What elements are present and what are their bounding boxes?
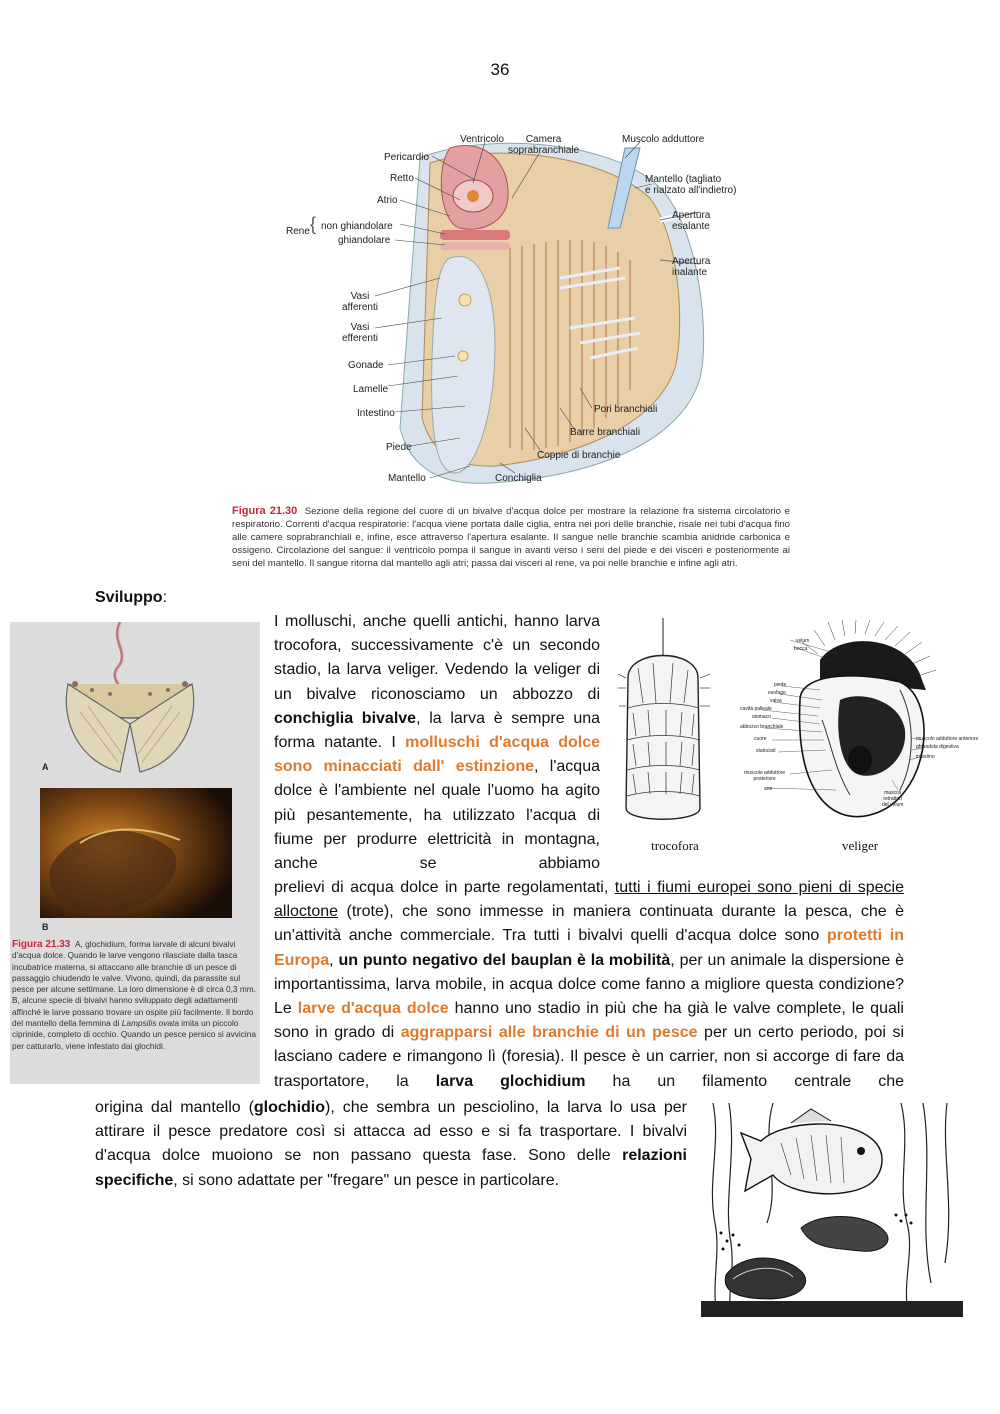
figure-number: Figura 21.30 — [232, 505, 298, 517]
veliger-label-valva: valva — [770, 698, 782, 704]
label-pori-branchiali: Pori branchiali — [594, 404, 658, 415]
caption-text-1: A, glochidium, forma larvale di alcuni bivalvi d'acqua dolce. Quando le larve vengono rilasciate dalla tasca incubatrice materna, si attaccano alle branchie di un pesce di passaggio chiudendo le valve. Vivono, quindi, da parassite sul pesce per alcune settimane. La loro dimensione è di circa 0,3 mm. B, alcune specie di bivalvi hanno sviluppato degli adattamenti affinché le larve possano trovare un ospite più facilmente. Il bordo del mantello della femmina di — [12, 939, 256, 1029]
fish-glochidia-illustration — [701, 1103, 963, 1317]
trocofora-illustration — [618, 618, 713, 824]
figure-21-33-caption — [12, 939, 258, 1052]
bold-term: conchiglia bivalve — [274, 709, 417, 727]
label-rene: Rene — [286, 226, 310, 237]
veliger-label-ano: ano — [764, 786, 773, 792]
caption-text-2: imita un piccolo ciprinide, completo di occhio. Quando un pesce persico si avvicina per catturarlo, viene infestato dai glochidi. — [12, 1018, 256, 1051]
text-run: I molluschi, anche quelli antichi, hanno larva trocofora, successivamente c'è un secondo stadio, la larva veliger. Vedendo la veliger di un bivalve riconosciamo un abbozzo di — [274, 613, 600, 703]
text-run: (trote), che sono immesse in maniera continuata durante la pesca, che è un'attività anche commerciale. Tra tutti i bivalvi quelli d'acqua dolce sono — [274, 903, 904, 945]
lampsilis-photo — [40, 788, 232, 918]
paragraph-3 — [95, 1096, 687, 1193]
label-b: B — [42, 922, 49, 932]
heading-colon: : — [162, 589, 168, 606]
text-run: per un certo periodo, poi si lasciano cadere e rimangono lì (foresia). Il pesce è un carrier, non si accorge di fare da trasportatore, la — [274, 1024, 904, 1090]
bold-term: un punto negativo del bauplan è la mobilità — [338, 951, 671, 969]
page-number: 36 — [490, 60, 510, 79]
label-apertura-esalante: Apertura esalante — [672, 210, 711, 232]
veliger-label-cuore: cuore — [754, 736, 767, 742]
label-retto: Retto — [390, 173, 414, 184]
text-run: , si sono adattate per "fregare" un pesce in particolare. — [173, 1171, 560, 1189]
text-run: ha un filamento centrale che — [585, 1072, 905, 1090]
label-barre-branchiali: Barre branchiali — [570, 427, 641, 438]
label-ghiandolare: ghiandolare — [338, 235, 391, 246]
bold-term: larva glochidium — [435, 1072, 586, 1090]
text-run: ), che sembra un pesciolino, la larva lo usa per attirare il pesce predatore così si attacca ad esso e si fa trasportare. I bivalvi d'acqua dolce muoiono se non passano questa fase. Sono delle — [95, 1099, 687, 1165]
figure-21-30-caption — [232, 505, 790, 570]
text-run: , la larva è sempre una forma natante. I — [274, 709, 601, 752]
label-ventricolo: Ventricolo — [460, 134, 504, 145]
highlight-text: protetti in Europa — [274, 927, 904, 969]
veliger-label-muscoli-retrattori: muscoli retrattori del velum — [882, 790, 904, 808]
figure-21-33 — [10, 622, 260, 1084]
text-run: prelievi di acqua dolce in parte regolamentati, — [274, 879, 615, 896]
caption-trocofora: trocofora — [651, 838, 699, 853]
veliger-label-bocca: bocca — [794, 646, 808, 652]
label-coppie-di-branchie: Coppie di branchie — [537, 450, 621, 461]
label-muscolo-adduttore: Muscolo adduttore — [622, 134, 705, 145]
caption-veliger: veliger — [841, 838, 879, 853]
veliger-label-esofago: esofago — [768, 690, 786, 696]
text-run: , per un animale la dispersione è importantissima, larva mobile, in acqua dolce come fanno a migliore questa condizione? Le — [274, 951, 905, 1018]
veliger-label-intestino: intestino — [916, 754, 935, 760]
heading-text: Sviluppo — [95, 589, 163, 606]
species-name: Lampsilis ovata — [121, 1018, 179, 1029]
label-conchiglia: Conchiglia — [495, 473, 542, 484]
veliger-label-velum: velum — [796, 638, 810, 644]
veliger-label-muscolo-posteriore: muscolo adduttore posteriore — [744, 770, 786, 782]
paragraph-2 — [274, 876, 904, 1094]
highlight-text: molluschi d'acqua dolce sono minacciati dall' estinzione — [274, 734, 600, 776]
label-vasi-afferenti: Vasi afferenti — [342, 291, 378, 313]
veliger-label-abbozzo: abbozzo branchiale — [740, 724, 784, 730]
label-intestino: Intestino — [357, 408, 395, 419]
veliger-label-cavita: cavità palleale — [740, 706, 772, 712]
highlight-text: aggrapparsi alle branchie di un pesce — [400, 1024, 698, 1042]
text-run: , l'acqua dolce è l'ambiente nel quale l'uomo ha agito più pesantemente, ha utilizzato l'acqua di fiume per produrre elettricità in montagna, anche se abbiamo — [274, 758, 600, 873]
veliger-label-stomaco: stomaco — [752, 714, 771, 720]
veliger-label-ghiandola: ghiandola digestiva — [916, 744, 959, 750]
label-vasi-efferenti: Vasi efferenti — [342, 322, 378, 344]
veliger-figure — [740, 620, 985, 830]
figure-21-30 — [280, 128, 740, 498]
label-mantello: Mantello — [388, 473, 426, 484]
caption-text: Sezione della regione del cuore di un bivalve d'acqua dolce per mostrare la relazione fra sistema circolatorio e respiratorio. Correnti d'acqua respiratorie: l'acqua viene portata dalle ciglia, entra nei pori delle branchie, risale nei tubi d'acqua fino alle camere soprabranchiali e, infine, esce attraverso l'apertura esalante. Il sangue nelle branchie scambia anidride carbonica e ossigeno. Circolazione del sangue: il ventricolo pompa il sangue in avanti verso i seni del piede e dei visceri e posteriormente ai seni del mantello. Il sangue ritorna dal mantello agli atri; passa dai visceri al rene, va poi nelle branchie e infine agli atri. — [232, 506, 790, 569]
label-apertura-inalante: Apertura inalante — [672, 256, 711, 278]
highlight-text: larve d'acqua dolce — [297, 1000, 449, 1018]
label-non-ghiandolare: non ghiandolare — [321, 221, 393, 232]
label-gonade: Gonade — [348, 360, 384, 371]
bold-term: relazioni specifiche — [95, 1147, 687, 1189]
rene-brace: { — [310, 214, 317, 234]
veliger-label-muscolo-anteriore: muscolo adduttore anteriore — [916, 736, 979, 742]
label-a: A — [42, 762, 49, 772]
figure-number: Figura 21.33 — [12, 939, 71, 950]
text-run: origina dal mantello ( — [95, 1099, 254, 1116]
veliger-label-statocisti: statocisti — [756, 748, 776, 754]
label-atrio: Atrio — [377, 195, 398, 206]
glochidium-illustration — [10, 622, 260, 782]
label-lamelle: Lamelle — [353, 384, 389, 395]
underlined-text: tutti i fiumi europei sono pieni di specie alloctone — [274, 879, 904, 921]
label-piede: Piede — [386, 442, 412, 453]
label-mantello-tagliato: Mantello (tagliato e rialzato all'indietro) — [645, 174, 737, 196]
paragraph-1 — [274, 610, 600, 876]
label-camera-soprabranchiale: Camera soprabranchiale — [508, 134, 580, 156]
bold-term: glochidio — [253, 1099, 326, 1116]
label-pericardio: Pericardio — [384, 152, 430, 163]
text-run: hanno uno stadio in più che ha già le valve complete, le quali sono in grado di — [274, 1000, 904, 1042]
text-run: , — [329, 951, 339, 969]
veliger-label-piede: piede — [774, 682, 787, 688]
section-heading — [95, 589, 167, 607]
